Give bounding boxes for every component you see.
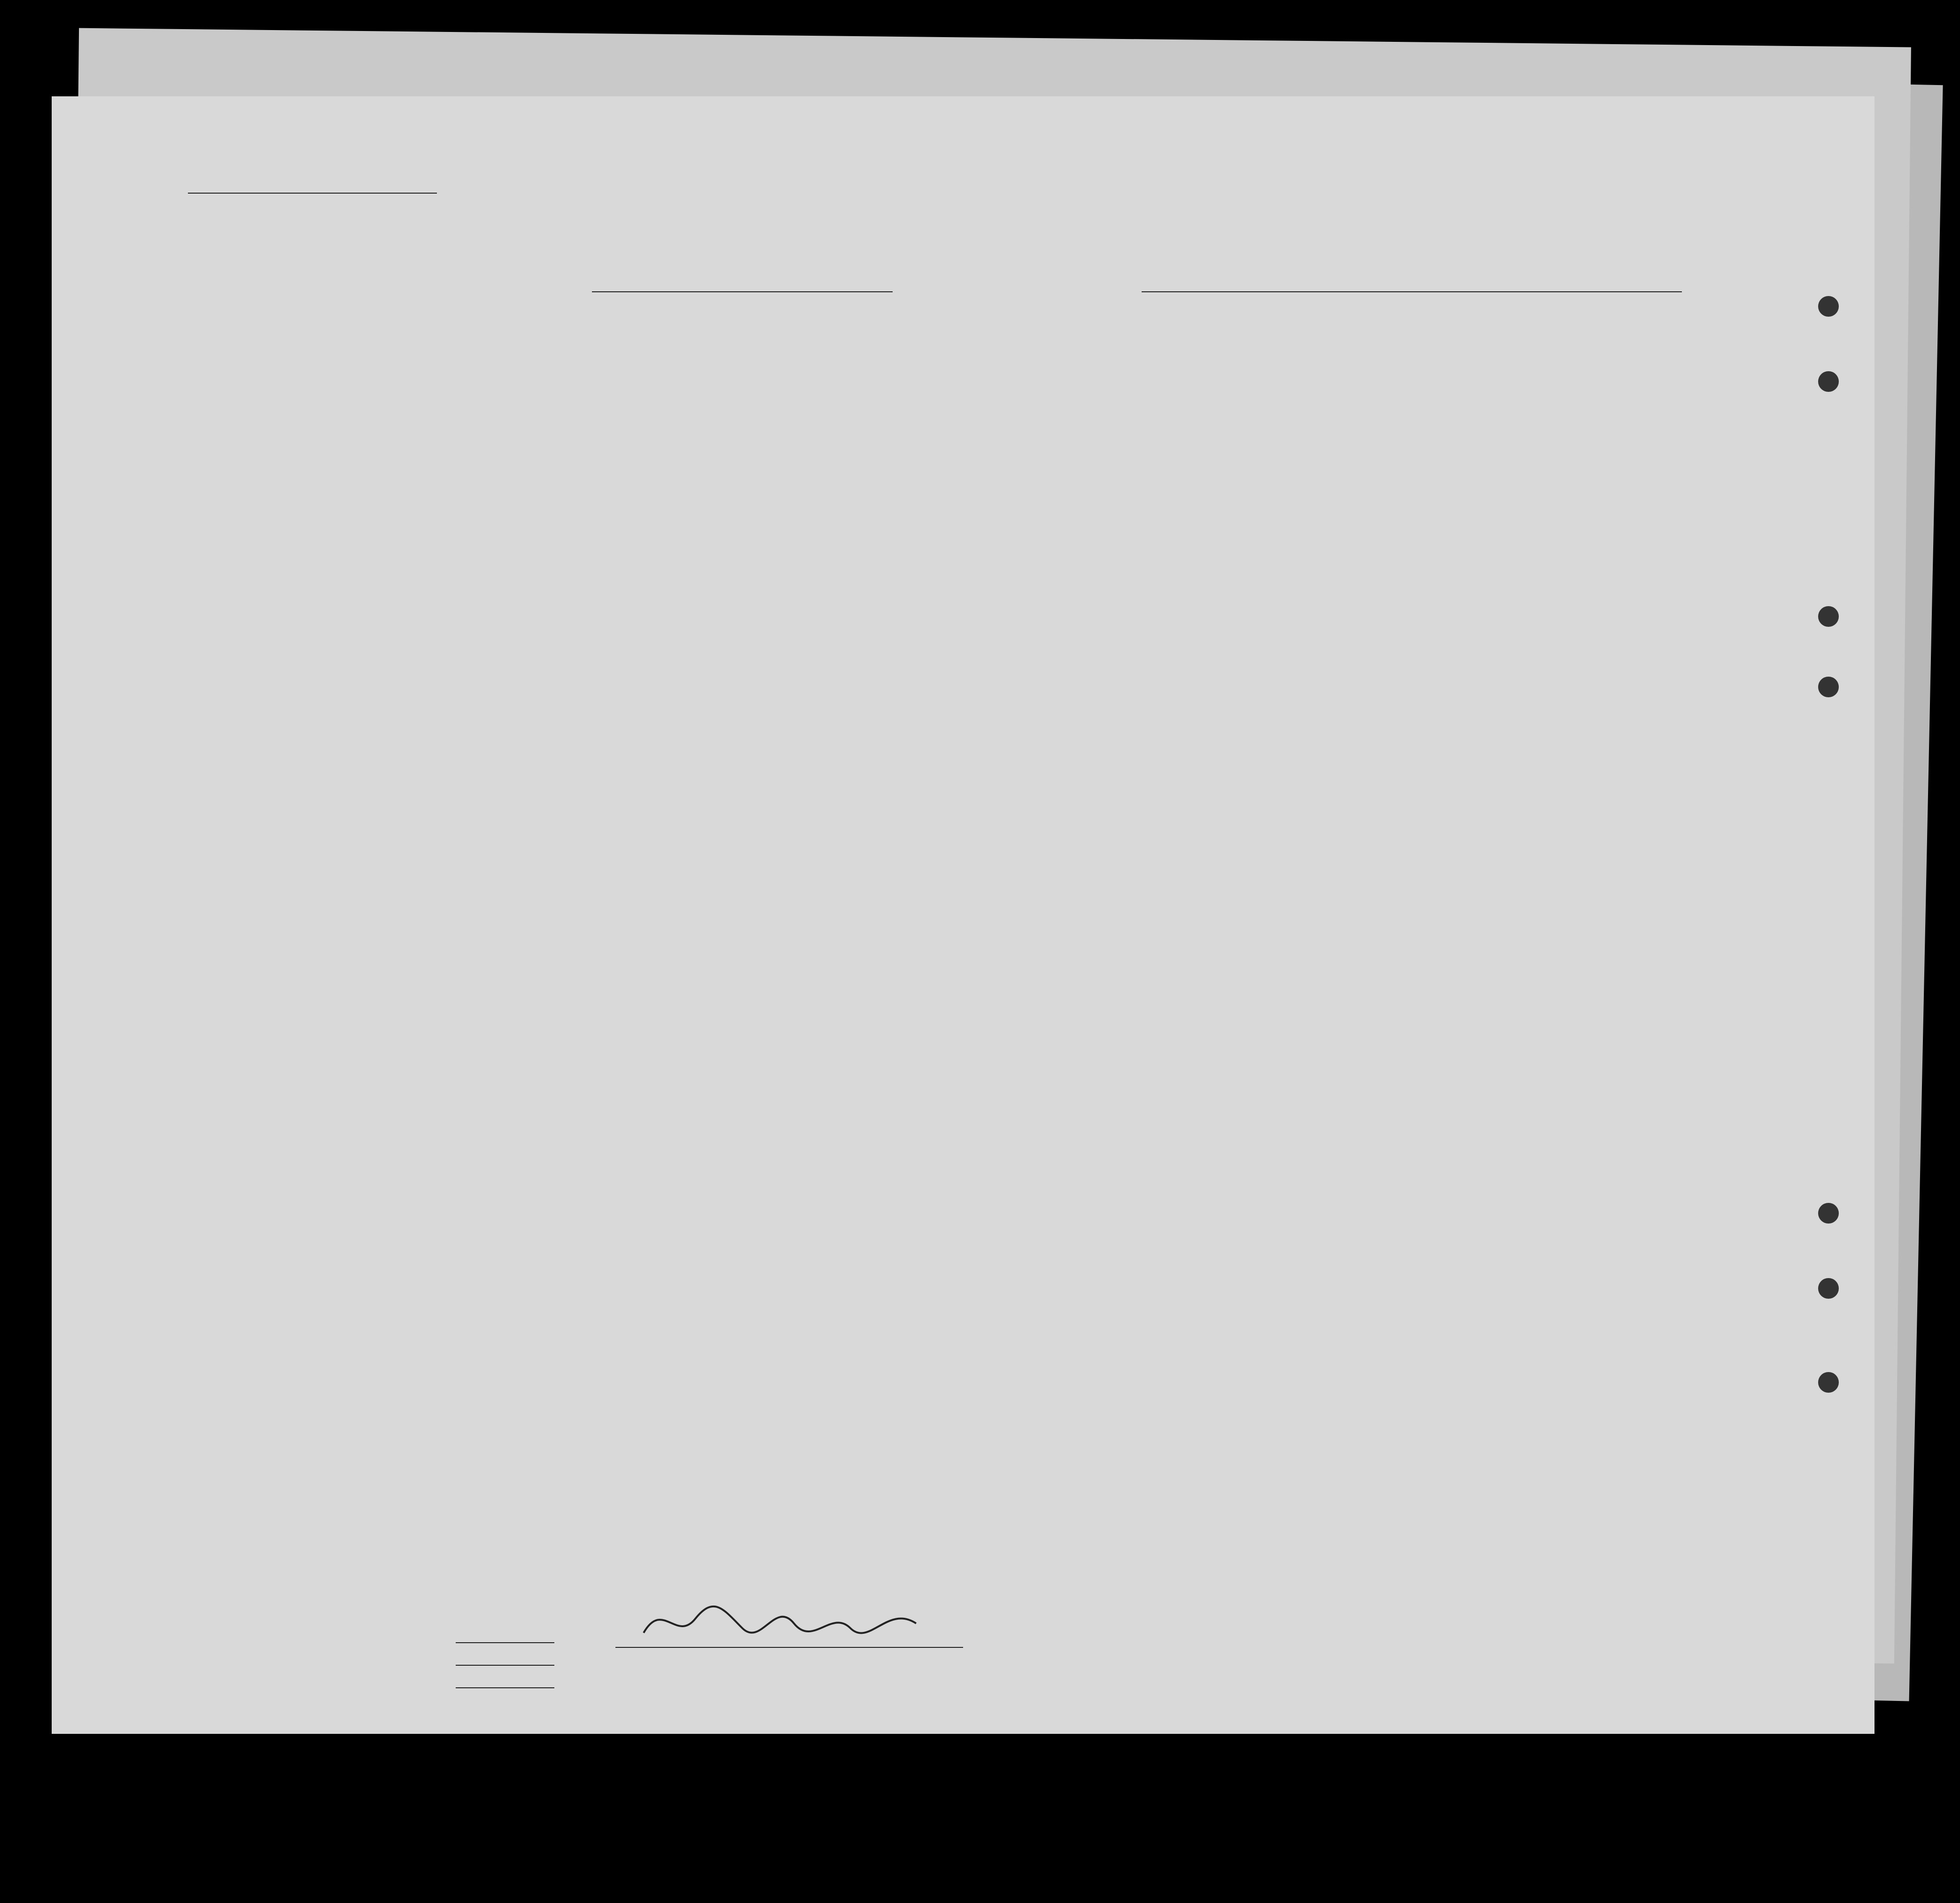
binder-hole xyxy=(1818,296,1839,317)
signature-line xyxy=(615,1647,963,1648)
ship-underline xyxy=(592,291,893,292)
total-line xyxy=(456,1642,554,1643)
port-underline xyxy=(1142,291,1513,292)
binder-hole xyxy=(1818,606,1839,627)
us-line xyxy=(456,1665,554,1666)
date-underline xyxy=(1475,291,1682,292)
binder-hole xyxy=(1818,371,1839,392)
manifest-sheet xyxy=(52,96,1874,1734)
binder-hole xyxy=(1818,677,1839,697)
binder-hole xyxy=(1818,1372,1839,1393)
purser-signature xyxy=(634,1591,944,1652)
binder-hole xyxy=(1818,1278,1839,1299)
aliens-line xyxy=(456,1687,554,1688)
list-underline xyxy=(188,193,437,194)
binder-hole xyxy=(1818,1203,1839,1224)
